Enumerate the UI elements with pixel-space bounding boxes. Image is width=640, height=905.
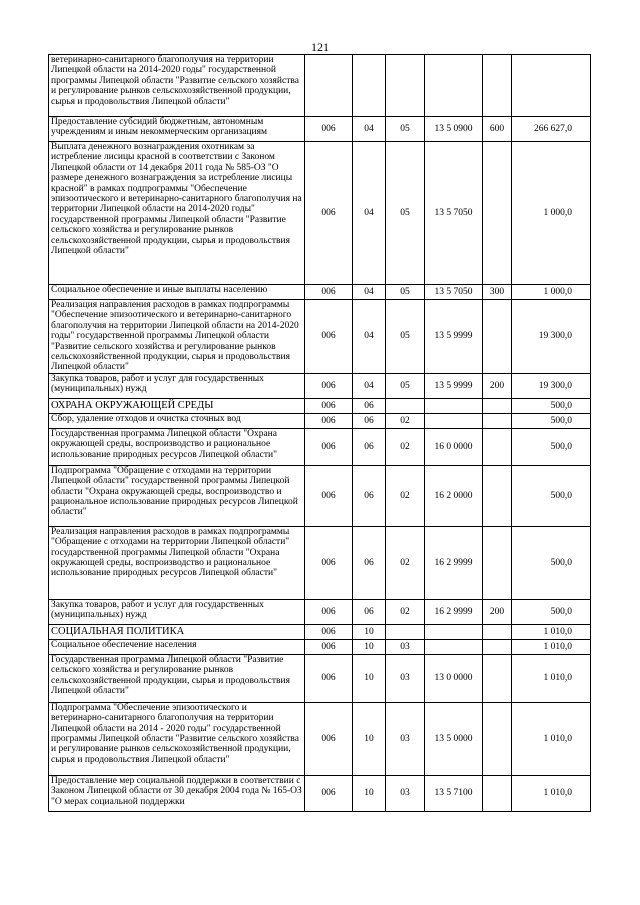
cell-csr: 13 5 0000 xyxy=(425,702,483,775)
table-row xyxy=(49,702,591,775)
cell-name: ветеринарно-санитарного благополучия на территории Липецкой области на 2014-2020 годы" государственной программы Липецкой области "Развитие сельского хозяйства и регулирование рынков сельскохозяйственной продукции, сырья и продовольствия Липецкой области" xyxy=(49,55,305,117)
cell-pr: 02 xyxy=(386,413,425,428)
cell-vr xyxy=(483,465,512,526)
cell-ved: 006 xyxy=(305,599,353,624)
cell-ved: 006 xyxy=(305,775,353,811)
cell-rz: 04 xyxy=(353,117,386,142)
cell-vr xyxy=(483,142,512,285)
table-row xyxy=(49,428,591,465)
cell-vr: 200 xyxy=(483,599,512,624)
cell-amount: 266 627,0 xyxy=(512,117,591,142)
cell-vr xyxy=(483,428,512,465)
cell-rz: 10 xyxy=(353,624,386,639)
cell-ved: 006 xyxy=(305,702,353,775)
cell-name: Закупка товаров, работ и услуг для государственных (муниципальных) нужд xyxy=(49,373,305,398)
cell-ved: 006 xyxy=(305,413,353,428)
table-row xyxy=(49,398,591,413)
cell-amount: 1 000,0 xyxy=(512,142,591,285)
cell-name: Предоставление субсидий бюджетным, автономным учреждениям и иным некоммерческим организациям xyxy=(49,117,305,142)
cell-amount: 1 010,0 xyxy=(512,702,591,775)
cell-rz xyxy=(353,55,386,117)
cell-vr xyxy=(483,639,512,654)
table-row xyxy=(49,639,591,654)
cell-ved xyxy=(305,55,353,117)
cell-ved: 006 xyxy=(305,117,353,142)
cell-ved: 006 xyxy=(305,373,353,398)
cell-amount: 19 300,0 xyxy=(512,373,591,398)
cell-pr: 05 xyxy=(386,285,425,300)
cell-rz: 10 xyxy=(353,702,386,775)
cell-pr xyxy=(386,398,425,413)
cell-ved: 006 xyxy=(305,624,353,639)
table-row xyxy=(49,654,591,702)
cell-name: Подпрограмма "Обеспечение эпизоотического и ветеринарно-санитарного благополучия на территории Липецкой области на 2014 - 2020 годы" государственной программы Липецкой области "Развитие сельского хозяйства и регулирование рынков сельскохозяйственной продукции, сырья и продовольствия Липецкой области" xyxy=(49,702,305,775)
cell-vr xyxy=(483,654,512,702)
cell-name: Выплата денежного вознаграждения охотникам за истребление лисицы красной в соответствии с Законом Липецкой области от 14 декабря 2011 года № 585-ОЗ "О размере денежного вознаграждения за истребление лисицы красной" в рамках подпрограммы "Обеспечение эпизоотического и ветеринарно-санитарного благополучия на территории Липецкой области на 2014-2020 годы" государственной программы Липецкой области "Развитие сельского хозяйства и регулирование рынков сельскохозяйственной продукции, сырья и продовольствия Липецкой области" xyxy=(49,142,305,285)
table-row xyxy=(49,55,591,117)
cell-amount: 1 010,0 xyxy=(512,639,591,654)
cell-rz: 04 xyxy=(353,142,386,285)
cell-rz: 06 xyxy=(353,526,386,599)
cell-csr: 16 2 9999 xyxy=(425,526,483,599)
cell-vr xyxy=(483,624,512,639)
table-row xyxy=(49,300,591,374)
cell-rz: 10 xyxy=(353,639,386,654)
table-row xyxy=(49,624,591,639)
cell-ved: 006 xyxy=(305,526,353,599)
cell-rz: 04 xyxy=(353,285,386,300)
table-row xyxy=(49,373,591,398)
cell-name: Государственная программа Липецкой области "Развитие сельского хозяйства и регулирование рынков сельскохозяйственной продукции, сырья и продовольствия Липецкой области" xyxy=(49,654,305,702)
cell-amount: 1 000,0 xyxy=(512,285,591,300)
cell-ved: 006 xyxy=(305,639,353,654)
cell-csr xyxy=(425,639,483,654)
cell-vr: 300 xyxy=(483,285,512,300)
cell-vr xyxy=(483,702,512,775)
cell-csr: 13 5 7050 xyxy=(425,285,483,300)
cell-name: Государственная программа Липецкой области "Охрана окружающей среды, воспроизводство и рациональное использование природных ресурсов Липецкой области" xyxy=(49,428,305,465)
cell-name: Реализация направления расходов в рамках подпрограммы "Обеспечение эпизоотического и ветеринарно-санитарного благополучия на территории Липецкой области на 2014-2020 годы" государственной программы Липецкой области "Развитие сельского хозяйства и регулирование рынков сельскохозяйственной продукции, сырья и продовольствия Липецкой области" xyxy=(49,300,305,374)
cell-csr: 13 0 0000 xyxy=(425,654,483,702)
cell-amount: 500,0 xyxy=(512,398,591,413)
cell-csr: 13 5 7050 xyxy=(425,142,483,285)
cell-rz: 06 xyxy=(353,465,386,526)
cell-rz: 06 xyxy=(353,398,386,413)
cell-csr: 13 5 7100 xyxy=(425,775,483,811)
table-row xyxy=(49,285,591,300)
cell-name: ОХРАНА ОКРУЖАЮЩЕЙ СРЕДЫ xyxy=(49,398,305,413)
cell-name: Реализация направления расходов в рамках подпрограммы "Обращение с отходами на территории Липецкой области" государственной программы Липецкой области "Охрана окружающей среды, воспроизводство и рациональное использование природных ресурсов Липецкой области" xyxy=(49,526,305,599)
cell-pr: 03 xyxy=(386,639,425,654)
cell-csr: 13 5 0900 xyxy=(425,117,483,142)
cell-ved: 006 xyxy=(305,285,353,300)
cell-csr xyxy=(425,398,483,413)
table-row xyxy=(49,142,591,285)
cell-name: Закупка товаров, работ и услуг для государственных (муниципальных) нужд xyxy=(49,599,305,624)
table-row xyxy=(49,599,591,624)
table-row xyxy=(49,465,591,526)
cell-amount: 500,0 xyxy=(512,413,591,428)
cell-pr: 03 xyxy=(386,775,425,811)
cell-name: СОЦИАЛЬНАЯ ПОЛИТИКА xyxy=(49,624,305,639)
cell-vr xyxy=(483,526,512,599)
cell-pr: 02 xyxy=(386,599,425,624)
cell-csr xyxy=(425,413,483,428)
table-row xyxy=(49,775,591,811)
cell-ved: 006 xyxy=(305,428,353,465)
cell-pr xyxy=(386,624,425,639)
table-row xyxy=(49,526,591,599)
cell-pr: 05 xyxy=(386,142,425,285)
cell-csr: 16 2 0000 xyxy=(425,465,483,526)
cell-pr: 03 xyxy=(386,654,425,702)
cell-amount: 500,0 xyxy=(512,465,591,526)
cell-pr xyxy=(386,55,425,117)
cell-amount: 500,0 xyxy=(512,428,591,465)
cell-vr: 200 xyxy=(483,373,512,398)
cell-csr: 13 5 9999 xyxy=(425,300,483,374)
cell-name: Подпрограмма "Обращение с отходами на территории Липецкой области" государственной программы Липецкой области "Охрана окружающей среды, воспроизводство и рациональное использование природных ресурсов Липецкой области" xyxy=(49,465,305,526)
cell-ved: 006 xyxy=(305,654,353,702)
cell-vr: 600 xyxy=(483,117,512,142)
cell-name: Сбор, удаление отходов и очистка сточных вод xyxy=(49,413,305,428)
cell-pr: 02 xyxy=(386,526,425,599)
cell-rz: 06 xyxy=(353,599,386,624)
cell-vr xyxy=(483,55,512,117)
cell-rz: 10 xyxy=(353,775,386,811)
cell-pr: 05 xyxy=(386,117,425,142)
cell-pr: 02 xyxy=(386,428,425,465)
cell-rz: 10 xyxy=(353,654,386,702)
cell-amount: 1 010,0 xyxy=(512,775,591,811)
cell-rz: 04 xyxy=(353,300,386,374)
cell-rz: 04 xyxy=(353,373,386,398)
cell-pr: 05 xyxy=(386,300,425,374)
cell-csr: 16 0 0000 xyxy=(425,428,483,465)
cell-csr xyxy=(425,624,483,639)
budget-table xyxy=(48,54,591,812)
cell-vr xyxy=(483,398,512,413)
cell-rz: 06 xyxy=(353,413,386,428)
cell-name: Социальное обеспечение и иные выплаты населению xyxy=(49,285,305,300)
cell-amount: 500,0 xyxy=(512,526,591,599)
cell-ved: 006 xyxy=(305,142,353,285)
cell-name: Предоставление мер социальной поддержки в соответствии с Законом Липецкой области от 30 декабря 2004 года № 165-ОЗ "О мерах социальной поддержки xyxy=(49,775,305,811)
table-row xyxy=(49,117,591,142)
page-number: 121 xyxy=(311,40,329,54)
cell-amount: 500,0 xyxy=(512,599,591,624)
cell-pr: 02 xyxy=(386,465,425,526)
cell-ved: 006 xyxy=(305,398,353,413)
cell-amount xyxy=(512,55,591,117)
cell-amount: 1 010,0 xyxy=(512,624,591,639)
cell-amount: 1 010,0 xyxy=(512,654,591,702)
cell-csr: 13 5 9999 xyxy=(425,373,483,398)
cell-ved: 006 xyxy=(305,465,353,526)
cell-csr: 16 2 9999 xyxy=(425,599,483,624)
cell-csr xyxy=(425,55,483,117)
cell-ved: 006 xyxy=(305,300,353,374)
cell-pr: 05 xyxy=(386,373,425,398)
cell-pr: 03 xyxy=(386,702,425,775)
cell-amount: 19 300,0 xyxy=(512,300,591,374)
cell-rz: 06 xyxy=(353,428,386,465)
cell-name: Социальное обеспечение населения xyxy=(49,639,305,654)
cell-vr xyxy=(483,775,512,811)
table-body xyxy=(49,55,591,812)
cell-vr xyxy=(483,300,512,374)
cell-vr xyxy=(483,413,512,428)
table-row xyxy=(49,413,591,428)
